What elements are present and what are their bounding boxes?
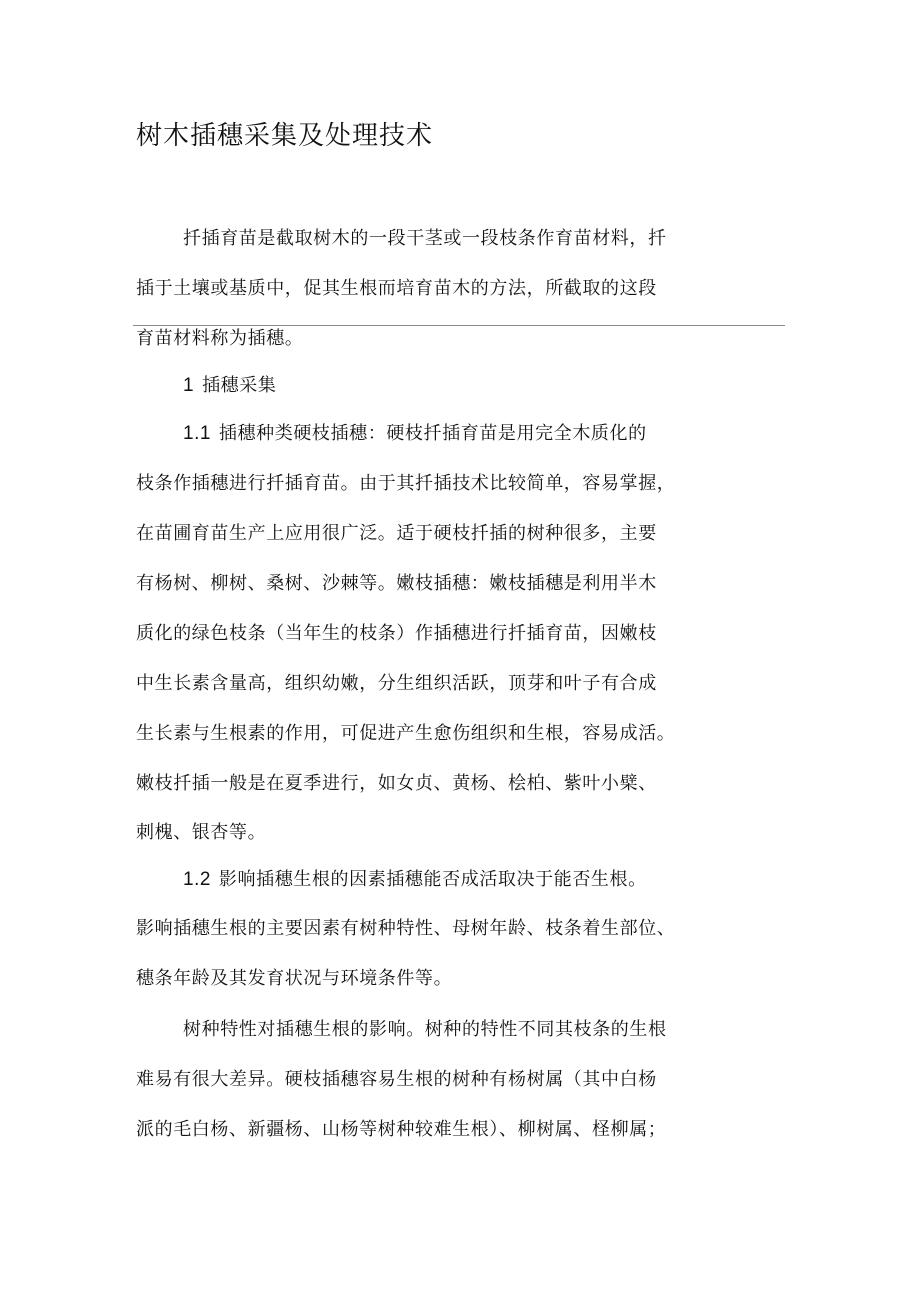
species-line-3: 派的毛白杨、新疆杨、山杨等树种较难生根）、柳树属、柽柳属；	[136, 1119, 667, 1140]
section-1-number: 1	[183, 375, 195, 396]
intro-line-2: 插于土壤或基质中，促其生根而培育苗木的方法，所截取的这段	[136, 278, 657, 299]
section-1-2-line-2: 影响插穗生根的主要因素有树种特性、母树年龄、枝条着生部位、	[136, 918, 676, 939]
intro-line-3: 育苗材料称为插穗。	[136, 328, 304, 349]
section-1-1-line-1	[183, 422, 647, 446]
horizontal-rule	[133, 325, 785, 326]
section-1-1-number: 1.1	[183, 423, 211, 444]
section-1-2-text: 影响插穗生根的因素插穗能否成活取决于能否生根。	[218, 869, 647, 890]
section-1-2-line-3: 穗条年龄及其发育状况与环境条件等。	[136, 968, 453, 989]
section-1-1-text: 插穗种类硬枝插穗：硬枝扦插育苗是用完全木质化的	[218, 423, 647, 444]
page-title: 树木插穗采集及处理技术	[136, 121, 434, 151]
section-1-1-line-4: 有杨树、柳树、桑树、沙棘等。嫩枝插穗：嫩枝插穗是利用半木	[136, 573, 657, 594]
section-1-1-line-7: 生长素与生根素的作用，可促进产生愈伤组织和生根，容易成活。	[136, 723, 676, 744]
section-1-1-line-5: 质化的绿色枝条（当年生的枝条）作插穗进行扦插育苗，因嫩枝	[136, 623, 657, 644]
species-line-1: 树种特性对插穗生根的影响。树种的特性不同其枝条的生根	[183, 1019, 667, 1040]
section-1-2-line-1	[183, 868, 647, 892]
section-1-1-line-3: 在苗圃育苗生产上应用很广泛。适于硬枝扦插的树种很多，主要	[136, 523, 657, 544]
section-1-title: 插穗采集	[202, 375, 277, 396]
section-1-2-number: 1.2	[183, 869, 211, 890]
section-1-1-line-8: 嫩枝扦插一般是在夏季进行，如女贞、黄杨、桧柏、紫叶小檗、	[136, 773, 657, 794]
section-1-heading	[183, 374, 276, 398]
section-1-1-line-9: 刺槐、银杏等。	[136, 822, 267, 843]
species-line-2: 难易有很大差异。硬枝插穗容易生根的树种有杨树属（其中白杨	[136, 1069, 657, 1090]
section-1-1-line-6: 中生长素含量高，组织幼嫩，分生组织活跃，顶芽和叶子有合成	[136, 673, 657, 694]
intro-line-1: 扦插育苗是截取树木的一段干茎或一段枝条作育苗材料，扦	[183, 228, 667, 249]
section-1-1-line-2: 枝条作插穗进行扦插育苗。由于其扦插技术比较简单，容易掌握，	[136, 473, 676, 494]
